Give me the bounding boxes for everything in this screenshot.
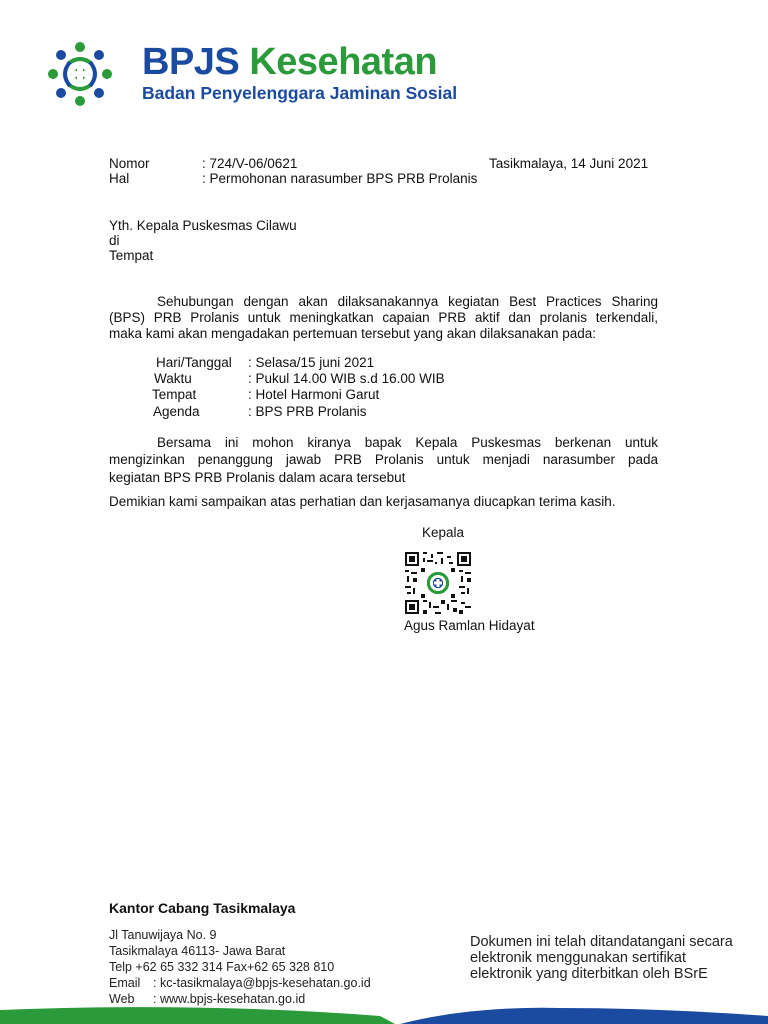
office-name: Kantor Cabang Tasikmalaya xyxy=(109,900,296,916)
addressee-line-3: Tempat xyxy=(109,248,154,263)
nomor-value: : 724/V-06/0621 xyxy=(202,156,298,171)
place-date: Tasikmalaya, 14 Juni 2021 xyxy=(489,156,649,171)
e-signature-notice-line: elektronik menggunakan sertifikat xyxy=(470,950,687,966)
brand-tagline: Badan Penyelenggara Jaminan Sosial xyxy=(142,83,458,103)
e-signature-notice-line: elektronik yang diterbitkan oleh BSrE xyxy=(470,966,708,982)
address-line-2: Tasikmalaya 46113- Jawa Barat xyxy=(109,944,286,958)
email-value: : kc-tasikmalaya@bpjs-kesehatan.go.id xyxy=(153,976,371,990)
paragraph-2-line: Bersama ini mohon kiranya bapak Kepala Puskesmas berkenan untuk xyxy=(157,435,658,450)
addressee-line-1: Yth. Kepala Puskesmas Cilawu xyxy=(109,218,297,233)
detail-label: Waktu xyxy=(154,371,192,386)
hal-value: : Permohonan narasumber BPS PRB Prolanis xyxy=(202,171,478,186)
detail-value: : Pukul 14.00 WIB s.d 16.00 WIB xyxy=(248,371,445,386)
detail-value: : BPS PRB Prolanis xyxy=(248,404,367,419)
hal-label: Hal xyxy=(109,171,130,186)
e-signature-notice-line: Dokumen ini telah ditandatangani secara xyxy=(470,934,733,950)
email-label: Email xyxy=(109,976,141,990)
qr-code-signature xyxy=(405,552,471,614)
bpjs-logo-icon xyxy=(48,42,112,106)
addressee-line-2: di xyxy=(109,233,120,248)
signatory-name: Agus Ramlan Hidayat xyxy=(404,618,535,633)
web-value: : www.bpjs-kesehatan.go.id xyxy=(153,992,306,1006)
closing-sentence: Demikian kami sampaikan atas perhatian dan kerjasamanya diucapkan terima kasih. xyxy=(109,494,616,509)
paragraph-2-line: mengizinkan penanggung jawab PRB Prolanis untuk menjadi narasumber pada xyxy=(109,452,658,467)
brand-name xyxy=(142,40,437,84)
web-label: Web xyxy=(109,992,135,1006)
detail-value: : Hotel Harmoni Garut xyxy=(248,387,380,402)
paragraph-1-line: (BPS) PRB Prolanis untuk meningkatkan capaian PRB aktif dan prolanis terkendali, xyxy=(109,310,658,325)
brand-kesehatan: Kesehatan xyxy=(249,41,438,83)
nomor-label: Nomor xyxy=(109,156,150,171)
detail-label: Tempat xyxy=(152,387,197,402)
footer-wave-decoration xyxy=(0,996,768,1024)
phone-fax: Telp +62 65 332 314 Fax+62 65 328 810 xyxy=(109,960,335,974)
paragraph-1-line: Sehubungan dengan akan dilaksanakannya kegiatan Best Practices Sharing xyxy=(157,294,658,309)
detail-label: Hari/Tanggal xyxy=(156,355,232,370)
signature-title: Kepala xyxy=(422,525,465,540)
paragraph-1-line: maka kami akan mengadakan pertemuan tersebut yang akan dilaksanakan pada: xyxy=(109,326,597,341)
detail-value: : Selasa/15 juni 2021 xyxy=(248,355,375,370)
paragraph-2-line: kegiatan BPS PRB Prolanis dalam acara tersebut xyxy=(109,470,406,485)
detail-label: Agenda xyxy=(153,404,200,419)
brand-bpjs: BPJS xyxy=(142,41,240,83)
address-line-1: Jl Tanuwijaya No. 9 xyxy=(109,928,217,942)
